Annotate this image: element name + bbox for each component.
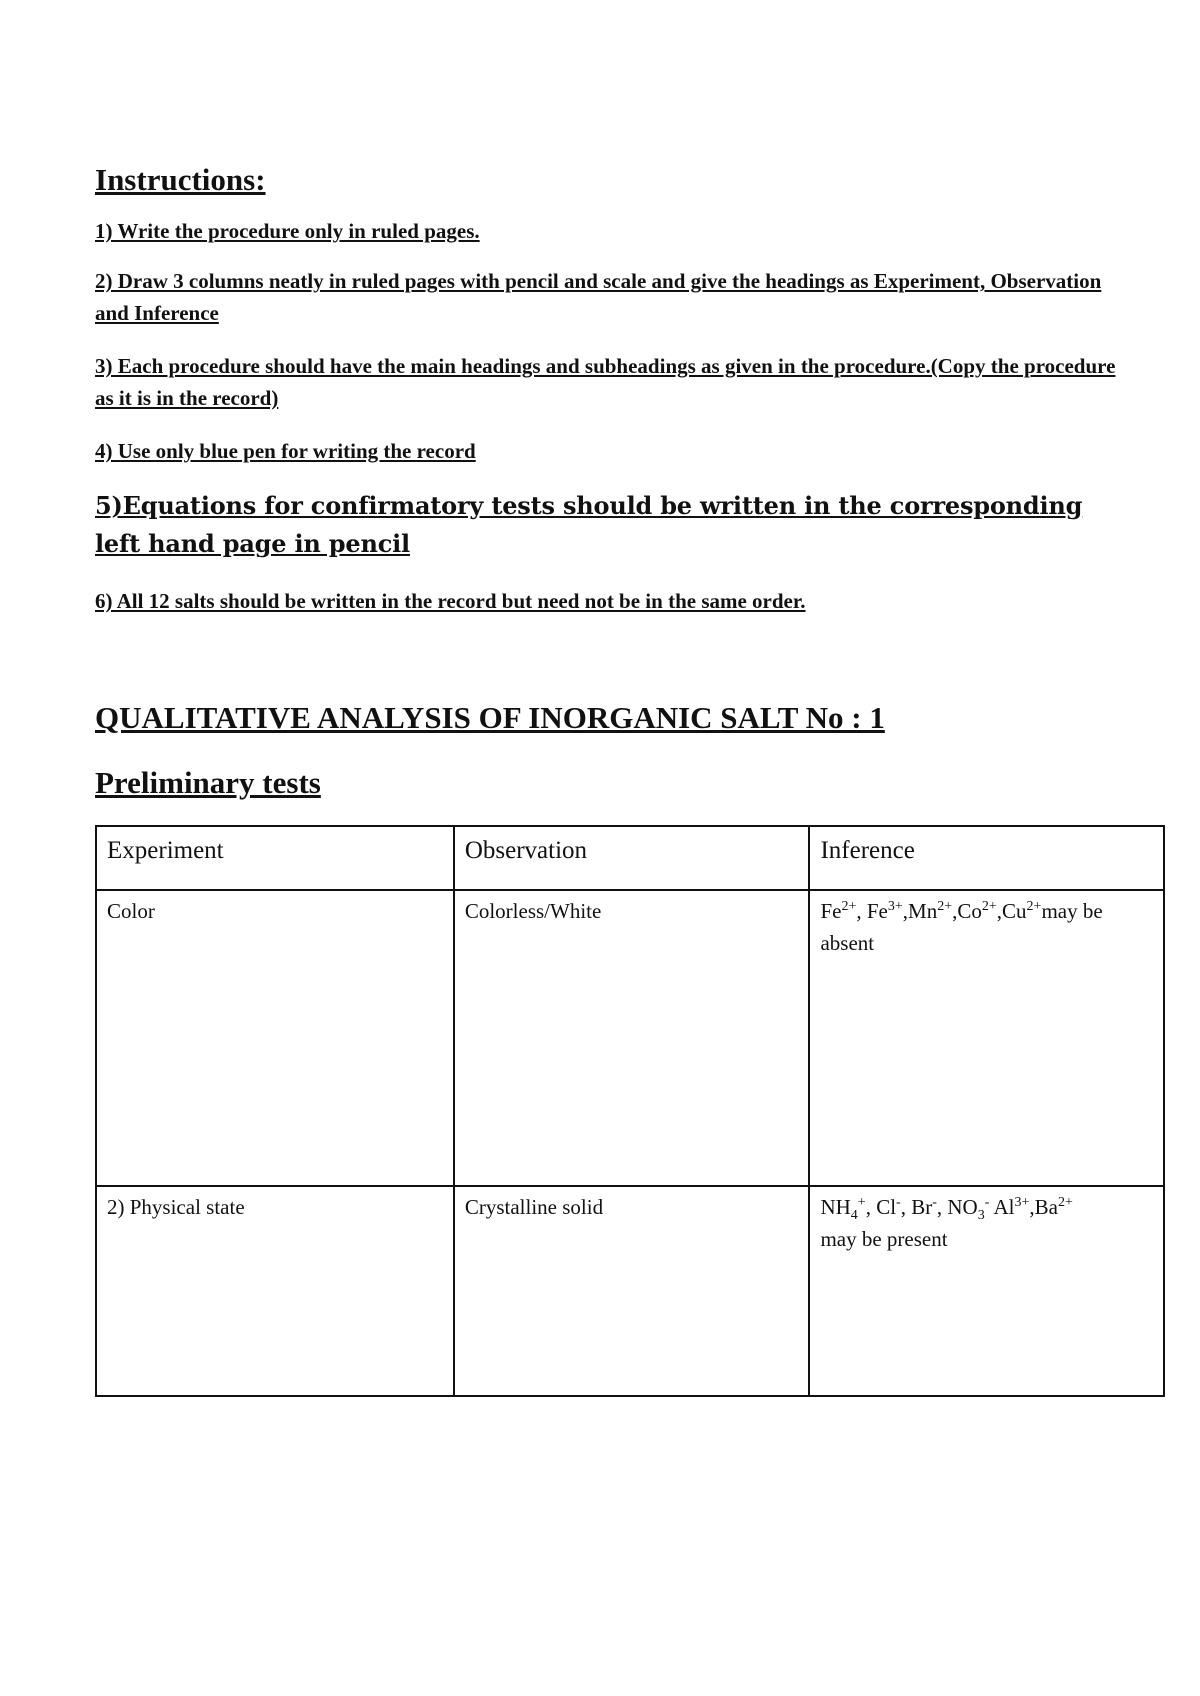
ion-formula: $Fe^{2+}$	[820, 899, 857, 923]
observation-cell: Crystalline solid	[454, 1186, 810, 1396]
experiment-cell: 2) Physical state	[96, 1186, 454, 1396]
header-inference: Inference	[809, 826, 1164, 890]
inference-cell	[809, 890, 1164, 1186]
instruction-item-2: 2) Draw 3 columns neatly in ruled pages with pencil and scale and give the headings as Experiment, Observation and Inference	[95, 269, 1102, 325]
ion-formula: $Co^{2+}$	[957, 899, 997, 923]
observation-cell: Colorless/White	[454, 890, 810, 1186]
header-observation: Observation	[454, 826, 810, 890]
ion-formula: $Ba^{2+}$	[1034, 1195, 1073, 1219]
ion-formula: $Al^{3+}$	[993, 1195, 1030, 1219]
preliminary-tests-table	[95, 825, 1165, 1397]
table-row	[96, 1186, 1164, 1396]
ion-formula: $Cu^{2+}$	[1002, 899, 1042, 923]
instruction-item-5: 5)Equations for confirmatory tests should be written in the corresponding left hand page in pencil	[95, 491, 1083, 558]
experiment-cell: Color	[96, 890, 454, 1186]
inference-suffix: may be present	[820, 1227, 948, 1251]
instructions-title: Instructions:	[95, 162, 266, 197]
inference-suffix: may be absent	[820, 899, 1103, 955]
section-title: QUALITATIVE ANALYSIS OF INORGANIC SALT No : 1	[95, 700, 885, 735]
ion-formula: Cl-	[876, 1195, 901, 1219]
instruction-item-6: 6) All 12 salts should be written in the record but need not be in the same order.	[95, 589, 806, 613]
ion-list: $Fe^{2+}$, $Fe^{3+},Mn^{2+},Co^{2+},Cu^{2+}$	[820, 899, 1042, 923]
instruction-item-4: 4) Use only blue pen for writing the record	[95, 439, 476, 463]
table-header-row	[96, 826, 1164, 890]
table-row	[96, 890, 1164, 1186]
ion-formula: $Fe^{3+}$	[866, 899, 903, 923]
ion-formula: $NH_4^+$	[820, 1195, 866, 1224]
instruction-item-1: 1) Write the procedure only in ruled pages.	[95, 219, 480, 243]
instruction-item-3: 3) Each procedure should have the main headings and subheadings as given in the procedure.(Copy the procedure as it is in the record)	[95, 354, 1116, 410]
ion-list: $NH_4^+$, Cl-, Br-, $NO_3^-$ $Al^{3+},Ba^{2+}$	[820, 1195, 1073, 1224]
ion-formula: Br-	[911, 1195, 937, 1219]
header-experiment: Experiment	[96, 826, 454, 890]
ion-formula: $Mn^{2+}$	[908, 899, 953, 923]
section-subtitle: Preliminary tests	[95, 765, 321, 800]
inference-cell	[809, 1186, 1164, 1396]
ion-formula: $NO_3^-$	[947, 1195, 990, 1224]
